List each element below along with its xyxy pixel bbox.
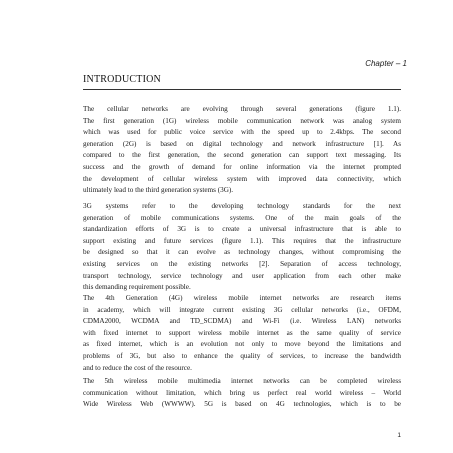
text-line: which was used for public voice service with the speed up to 2.4kbps. The second [83, 128, 401, 137]
text-line: The cellular networks are evolving through several generations (figure 1.1). [83, 105, 401, 113]
text-line: in academy, which will integrate current existing 3G cellular networks (i.e., OFDM, [83, 305, 401, 314]
text-line: Wide Wireless Web (WWWW). 5G is based on 4G technologies, which is to be [83, 400, 401, 409]
text-line: the development of cellular wireless system with improved data connectivity, which [83, 174, 401, 183]
text-line: problems of 3G, but also to enhance the quality of services, to increase the bandwidth [83, 351, 401, 360]
text-line: with fixed internet to support wireless mobile internet as the same quality of service [83, 328, 401, 337]
text-line: support existing and future services (figure 1.1). This requires that the infrastructure [83, 236, 401, 245]
paragraph-3 [83, 293, 401, 374]
text-line: The 4th Generation (4G) wireless mobile internet networks are research items [83, 294, 401, 302]
text-line: and to reduce the cost of the resource. [83, 363, 192, 372]
title-divider [83, 89, 401, 90]
text-line: success and the growth of demand for online information via the internet prompted [83, 162, 401, 171]
text-line: communication without limitation, which bring us perfect real world wireless – World [83, 388, 401, 397]
text-line: 3G systems refer to the developing technology standards for the next [83, 202, 401, 210]
text-line: as fixed internet, which is an evolution not only to move beyond the limitations and [83, 340, 401, 349]
section-title: INTRODUCTION [83, 74, 161, 85]
text-line: The 5th wireless mobile multimedia internet networks can be completed wireless [83, 377, 401, 385]
paragraph-2 [83, 201, 401, 294]
text-line: compared to the first generation, the second generation can support text messaging. Its [83, 151, 401, 160]
paragraph-4 [83, 376, 401, 411]
text-line: generation of mobile communications systems. One of the main goals of the [83, 213, 401, 222]
text-line: this demanding requirement possible. [83, 283, 191, 292]
text-line: existing services on the existing networks [2]. Separation of access technology, [83, 259, 401, 268]
text-line: be designed so that it can evolve as technology changes, without compromising the [83, 248, 401, 257]
text-line: ultimately lead to the third generation systems (3G). [83, 186, 234, 195]
text-line: standardization efforts of 3G is to create a universal infrastructure that is able to [83, 225, 401, 234]
text-line: CDMA2000, WCDMA and TD_SCDMA) and Wi-Fi (i.e. Wireless LAN) networks [83, 317, 401, 326]
paragraph-1 [83, 104, 401, 197]
text-line: transport technology, service technology and user application from each other make [83, 271, 401, 280]
text-line: generation (2G) is based on digital technology and network infrastructure [1]. As [83, 139, 401, 148]
text-line: The first generation (1G) wireless mobile communication network was analog system [83, 116, 401, 125]
page-number: 1 [397, 432, 401, 439]
chapter-label: Chapter – 1 [365, 59, 407, 68]
